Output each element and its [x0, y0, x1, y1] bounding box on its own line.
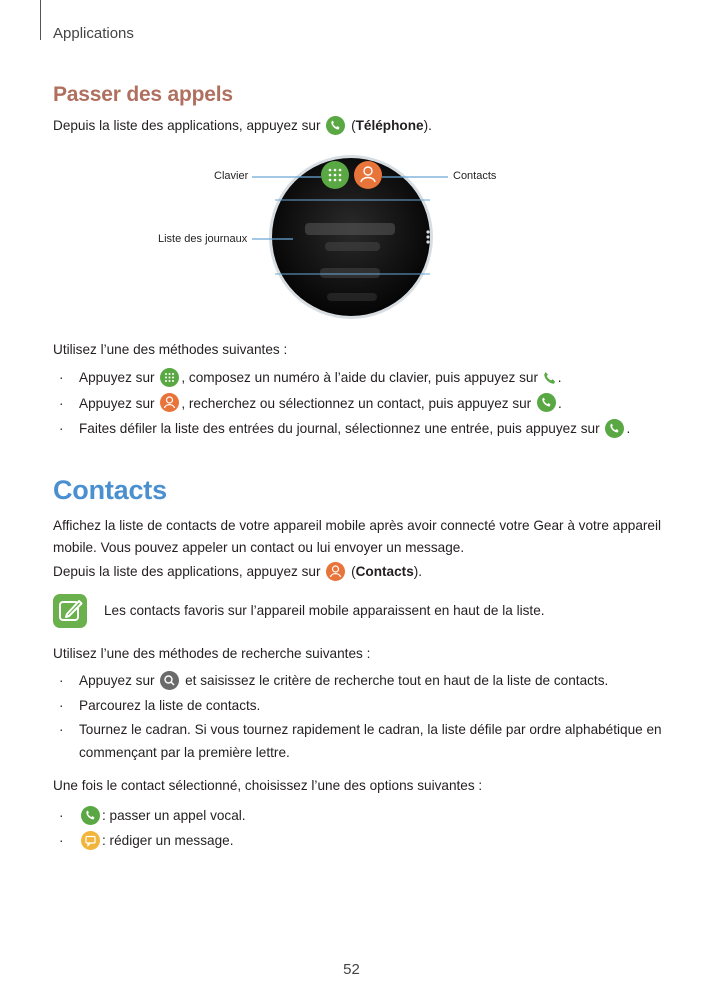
options-intro: Une fois le contact sélectionné, choisissez l’une des options suivantes : — [53, 778, 483, 793]
section-title-calls: Passer des appels — [53, 83, 233, 106]
search-methods-list — [53, 670, 673, 764]
keypad-icon — [160, 368, 179, 387]
contacts-app-label: Contacts — [355, 564, 414, 579]
list-item: · Tournez le cadran. Si vous tournez rapidement le cadran, la liste défile par ordre alphabétique en commençant par la première lettre. — [59, 722, 662, 760]
contacts-intro: Depuis la liste des applications, appuyez sur (Contacts). — [53, 561, 673, 583]
phone-app-label: Téléphone — [355, 118, 424, 133]
methods-intro: Utilisez l’une des méthodes suivantes : — [53, 342, 288, 357]
phone-icon — [605, 419, 624, 438]
header-rule — [40, 0, 41, 40]
list-item: · Parcourez la liste de contacts. — [59, 697, 261, 713]
keypad-icon — [321, 161, 349, 189]
phone-icon — [81, 806, 100, 825]
page-number: 52 — [343, 961, 360, 978]
contacts-description: Affichez la liste de contacts de votre appareil mobile après avoir connecté votre Gear à votre appareil mobile. Vous pouvez appeler un contact ou lui envoyer un message. — [53, 518, 662, 555]
contacts-icon — [326, 562, 345, 581]
contacts-icon — [354, 161, 382, 189]
search-intro: Utilisez l’une des méthodes de recherche suivantes : — [53, 646, 371, 661]
section-title-contacts: Contacts — [53, 475, 167, 505]
phone-icon — [537, 393, 556, 412]
list-item: · : passer un appel vocal. — [53, 803, 673, 828]
methods-list — [53, 365, 683, 442]
header-section-title: Applications — [53, 25, 134, 42]
contacts-icon — [160, 393, 179, 412]
options-list — [53, 803, 673, 853]
callout-logs: Liste des journaux — [158, 233, 248, 245]
phone-icon — [542, 369, 558, 385]
list-item: · : rédiger un message. — [53, 828, 673, 853]
list-item: · Appuyez sur , composez un numéro à l’aide du clavier, puis appuyez sur . — [53, 365, 683, 391]
callout-keypad: Clavier — [214, 170, 249, 182]
list-item: · Appuyez sur , recherchez ou sélectionnez un contact, puis appuyez sur . — [53, 391, 683, 417]
note-pencil-icon — [53, 594, 87, 628]
callout-contacts: Contacts — [453, 170, 497, 182]
note-text: Les contacts favoris sur l’appareil mobile apparaissent en haut de la liste. — [104, 603, 545, 618]
message-icon — [81, 831, 100, 850]
phone-icon — [326, 116, 345, 135]
list-item: · Appuyez sur et saisissez le critère de recherche tout en haut de la liste de contacts. — [53, 670, 673, 693]
list-item: · Faites défiler la liste des entrées du journal, sélectionnez une entrée, puis appuyez sur . — [53, 416, 683, 442]
calls-intro: Depuis la liste des applications, appuyez sur (Téléphone). — [53, 115, 673, 137]
search-icon — [160, 671, 179, 690]
